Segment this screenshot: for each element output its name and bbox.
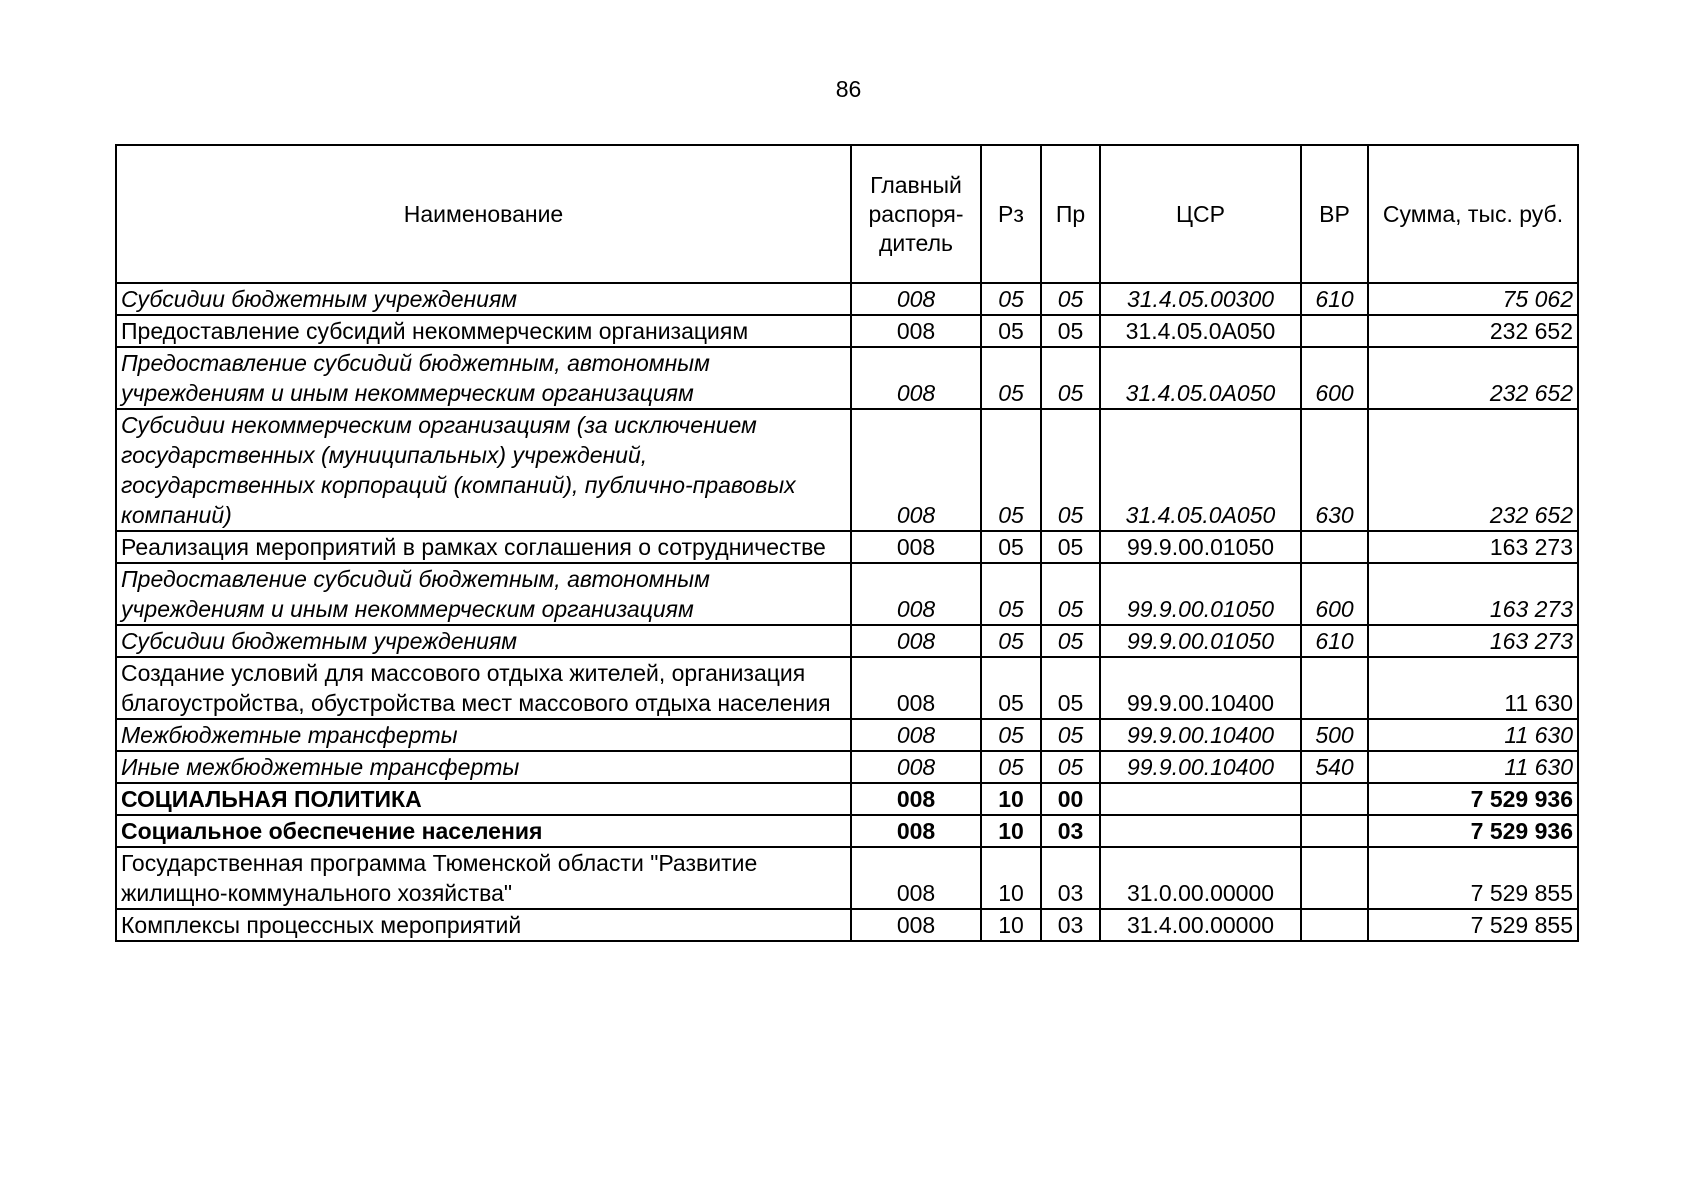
- row-vr: 610: [1301, 283, 1368, 315]
- row-main-manager: 008: [851, 347, 981, 409]
- row-pr: 05: [1041, 347, 1100, 409]
- row-sum: 232 652: [1368, 315, 1578, 347]
- row-rz: 05: [981, 563, 1041, 625]
- row-main-manager: 008: [851, 909, 981, 941]
- row-sum: 11 630: [1368, 751, 1578, 783]
- table-body: [116, 283, 1578, 941]
- row-main-manager: 008: [851, 531, 981, 563]
- row-rz: 05: [981, 283, 1041, 315]
- row-name: Субсидии бюджетным учреждениям: [116, 625, 851, 657]
- row-sum: 163 273: [1368, 563, 1578, 625]
- row-sum: 232 652: [1368, 409, 1578, 531]
- row-pr: 05: [1041, 283, 1100, 315]
- row-pr: 05: [1041, 657, 1100, 719]
- row-csr: 99.9.00.10400: [1100, 719, 1301, 751]
- row-vr: 540: [1301, 751, 1368, 783]
- row-sum: 11 630: [1368, 719, 1578, 751]
- header-name: Наименование: [116, 145, 851, 283]
- header-rz: Рз: [981, 145, 1041, 283]
- row-name: Предоставление субсидий бюджетным, автономным учреждениям и иным некоммерческим организациям: [116, 347, 851, 409]
- row-csr: 99.9.00.10400: [1100, 751, 1301, 783]
- row-vr: [1301, 315, 1368, 347]
- row-name: Субсидии бюджетным учреждениям: [116, 283, 851, 315]
- header-pr: Пр: [1041, 145, 1100, 283]
- row-csr: 31.0.00.00000: [1100, 847, 1301, 909]
- row-name: Межбюджетные трансферты: [116, 719, 851, 751]
- table-row: [116, 815, 1578, 847]
- table-row: [116, 719, 1578, 751]
- row-rz: 05: [981, 719, 1041, 751]
- row-name: СОЦИАЛЬНАЯ ПОЛИТИКА: [116, 783, 851, 815]
- row-sum: 7 529 936: [1368, 815, 1578, 847]
- header-sum: Сумма, тыс. руб.: [1368, 145, 1578, 283]
- row-sum: 232 652: [1368, 347, 1578, 409]
- row-pr: 03: [1041, 815, 1100, 847]
- row-name: Социальное обеспечение населения: [116, 815, 851, 847]
- row-pr: 03: [1041, 909, 1100, 941]
- row-name: Иные межбюджетные трансферты: [116, 751, 851, 783]
- row-csr: 31.4.05.0А050: [1100, 347, 1301, 409]
- row-name: Предоставление субсидий некоммерческим организациям: [116, 315, 851, 347]
- row-vr: 610: [1301, 625, 1368, 657]
- row-main-manager: 008: [851, 657, 981, 719]
- table-row: [116, 531, 1578, 563]
- row-rz: 10: [981, 847, 1041, 909]
- table-row: [116, 283, 1578, 315]
- row-pr: 05: [1041, 531, 1100, 563]
- table-row: [116, 625, 1578, 657]
- row-vr: [1301, 783, 1368, 815]
- row-vr: 600: [1301, 563, 1368, 625]
- row-main-manager: 008: [851, 283, 981, 315]
- row-name: Государственная программа Тюменской области "Развитие жилищно-коммунального хозяйства": [116, 847, 851, 909]
- row-pr: 05: [1041, 563, 1100, 625]
- row-pr: 05: [1041, 315, 1100, 347]
- row-vr: [1301, 815, 1368, 847]
- row-main-manager: 008: [851, 751, 981, 783]
- header-vr: ВР: [1301, 145, 1368, 283]
- row-main-manager: 008: [851, 625, 981, 657]
- table-row: [116, 751, 1578, 783]
- row-name: Создание условий для массового отдыха жителей, организация благоустройства, обустройства мест массового отдыха населения: [116, 657, 851, 719]
- row-pr: 05: [1041, 719, 1100, 751]
- table-row: [116, 909, 1578, 941]
- table-row: [116, 315, 1578, 347]
- row-main-manager: 008: [851, 563, 981, 625]
- row-rz: 10: [981, 815, 1041, 847]
- row-name: Предоставление субсидий бюджетным, автономным учреждениям и иным некоммерческим организациям: [116, 563, 851, 625]
- row-csr: [1100, 815, 1301, 847]
- row-sum: 7 529 855: [1368, 847, 1578, 909]
- row-pr: 05: [1041, 409, 1100, 531]
- row-csr: 31.4.05.0А050: [1100, 409, 1301, 531]
- row-vr: 630: [1301, 409, 1368, 531]
- row-csr: 31.4.05.0А050: [1100, 315, 1301, 347]
- row-sum: 163 273: [1368, 531, 1578, 563]
- row-sum: 7 529 936: [1368, 783, 1578, 815]
- table-row: [116, 409, 1578, 531]
- row-pr: 00: [1041, 783, 1100, 815]
- row-vr: [1301, 531, 1368, 563]
- row-vr: 600: [1301, 347, 1368, 409]
- row-vr: 500: [1301, 719, 1368, 751]
- page-number: 86: [835, 76, 862, 102]
- row-csr: 31.4.05.00300: [1100, 283, 1301, 315]
- table-row: [116, 783, 1578, 815]
- row-name: Комплексы процессных мероприятий: [116, 909, 851, 941]
- row-sum: 163 273: [1368, 625, 1578, 657]
- row-pr: 05: [1041, 625, 1100, 657]
- row-csr: 31.4.00.00000: [1100, 909, 1301, 941]
- row-rz: 05: [981, 531, 1041, 563]
- row-csr: [1100, 783, 1301, 815]
- row-rz: 10: [981, 783, 1041, 815]
- row-sum: 7 529 855: [1368, 909, 1578, 941]
- row-csr: 99.9.00.01050: [1100, 531, 1301, 563]
- row-main-manager: 008: [851, 315, 981, 347]
- table-header-row: [116, 145, 1578, 283]
- row-main-manager: 008: [851, 719, 981, 751]
- row-rz: 05: [981, 315, 1041, 347]
- row-pr: 05: [1041, 751, 1100, 783]
- row-csr: 99.9.00.10400: [1100, 657, 1301, 719]
- row-main-manager: 008: [851, 847, 981, 909]
- header-main-manager: Главный распоря-дитель: [851, 145, 981, 283]
- row-vr: [1301, 909, 1368, 941]
- row-sum: 11 630: [1368, 657, 1578, 719]
- budget-table: [115, 144, 1579, 942]
- table-row: [116, 347, 1578, 409]
- row-pr: 03: [1041, 847, 1100, 909]
- row-rz: 05: [981, 751, 1041, 783]
- row-vr: [1301, 657, 1368, 719]
- table-row: [116, 563, 1578, 625]
- table-row: [116, 847, 1578, 909]
- row-csr: 99.9.00.01050: [1100, 625, 1301, 657]
- row-name: Субсидии некоммерческим организациям (за исключением государственных (муниципальных) учреждений, государственных корпораций (компаний), публично-правовых компаний): [116, 409, 851, 531]
- row-vr: [1301, 847, 1368, 909]
- row-csr: 99.9.00.01050: [1100, 563, 1301, 625]
- row-main-manager: 008: [851, 409, 981, 531]
- row-sum: 75 062: [1368, 283, 1578, 315]
- row-main-manager: 008: [851, 815, 981, 847]
- row-rz: 05: [981, 657, 1041, 719]
- row-rz: 05: [981, 625, 1041, 657]
- row-name: Реализация мероприятий в рамках соглашения о сотрудничестве: [116, 531, 851, 563]
- row-rz: 05: [981, 409, 1041, 531]
- row-rz: 05: [981, 347, 1041, 409]
- header-csr: ЦСР: [1100, 145, 1301, 283]
- row-rz: 10: [981, 909, 1041, 941]
- row-main-manager: 008: [851, 783, 981, 815]
- table-row: [116, 657, 1578, 719]
